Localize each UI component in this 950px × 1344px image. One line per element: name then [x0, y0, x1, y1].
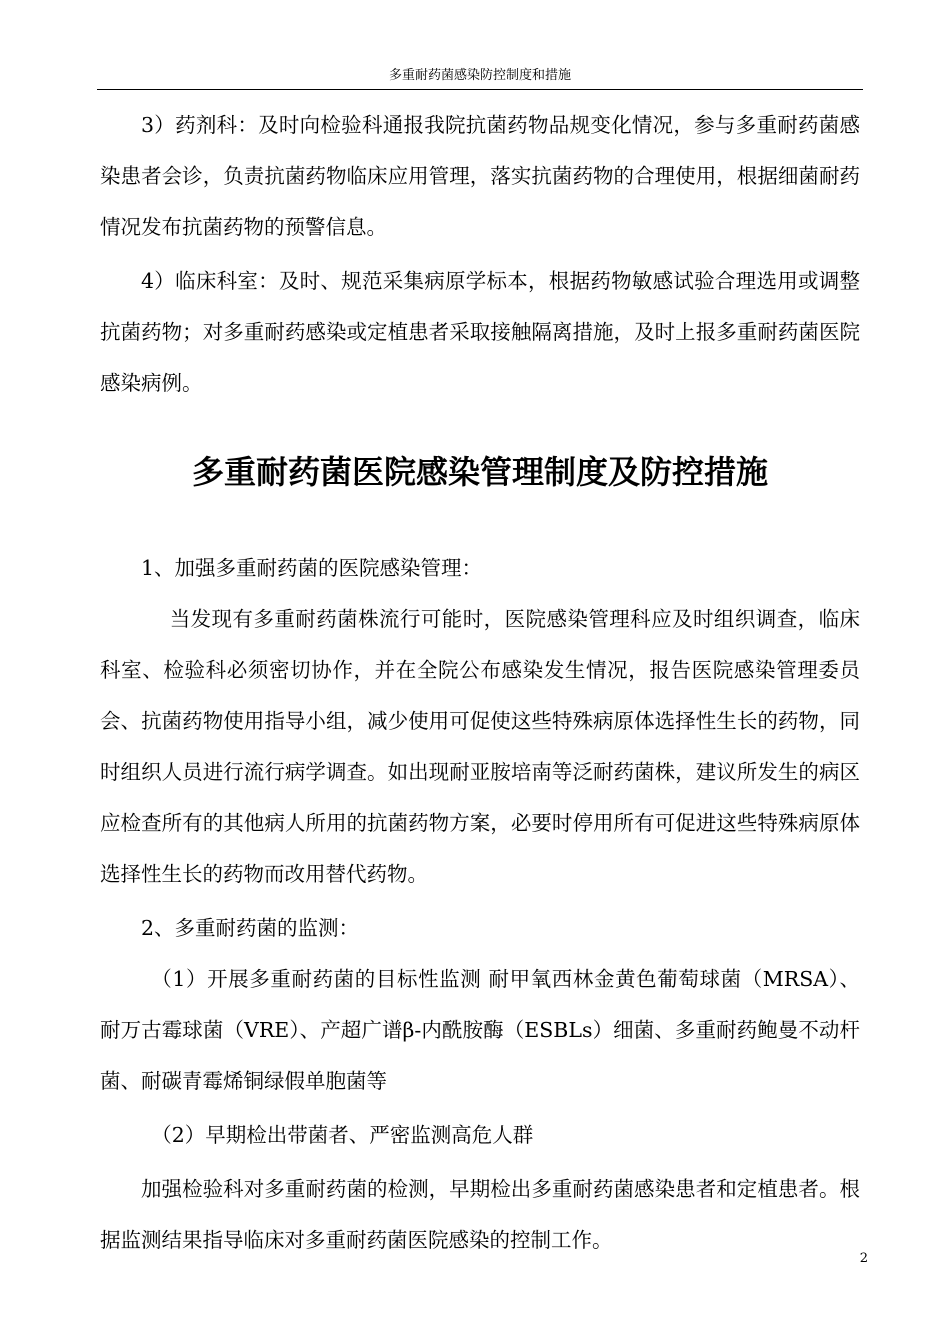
paragraph-early-detection: （2）早期检出带菌者、严密监测高危人群	[151, 1123, 534, 1147]
page-number: 2	[859, 1251, 868, 1266]
heading-monitoring: 2、多重耐药菌的监测：	[141, 916, 360, 940]
paragraph-targeted-monitoring: （1）开展多重耐药菌的目标性监测 耐甲氧西林金黄色葡萄球菌（MRSA）、耐万古霉球菌（VRE）、产超广谱β-内酰胺酶（ESBLs）细菌、多重耐药鲍曼不动杆菌、耐碳青霉烯铜绿假单胞菌等	[100, 967, 860, 1093]
heading-infection-management: 1、加强多重耐药菌的医院感染管理：	[141, 556, 483, 580]
paragraph-clinical-departments: 4）临床科室：及时、规范采集病原学标本，根据药物敏感试验合理选用或调整抗菌药物；对多重耐药感染或定植患者采取接触隔离措施，及时上报多重耐药菌医院感染病例。	[100, 269, 860, 395]
paragraph-pharmacy: 3）药剂科：及时向检验科通报我院抗菌药物品规变化情况，参与多重耐药菌感染患者会诊，负责抗菌药物临床应用管理，落实抗菌药物的合理使用，根据细菌耐药情况发布抗菌药物的预警信息。	[100, 113, 860, 239]
section-title: 多重耐药菌医院感染管理制度及防控措施	[191, 453, 768, 491]
paragraph-lab-detection: 加强检验科对多重耐药菌的检测，早期检出多重耐药菌感染患者和定植患者。根据监测结果指导临床对多重耐药菌医院感染的控制工作。	[100, 1177, 860, 1252]
document-body	[100, 100, 860, 1269]
header-title: 多重耐药菌感染防控制度和措施	[388, 68, 571, 83]
paragraph-outbreak-response: 当发现有多重耐药菌株流行可能时，医院感染管理科应及时组织调查，临床科室、检验科必须密切协作，并在全院公布感染发生情况，报告医院感染管理委员会、抗菌药物使用指导小组，减少使用可促使这些特殊病原体选择性生长的药物，同时组织人员进行流行病学调查。如出现耐亚胺培南等泛耐药菌株，建议所发生的病区应检查所有的其他病人所用的抗菌药物方案，必要时停用所有可促进这些特殊病原体选择性生长的药物而改用替代药物。	[100, 607, 860, 886]
page-header	[97, 63, 863, 90]
